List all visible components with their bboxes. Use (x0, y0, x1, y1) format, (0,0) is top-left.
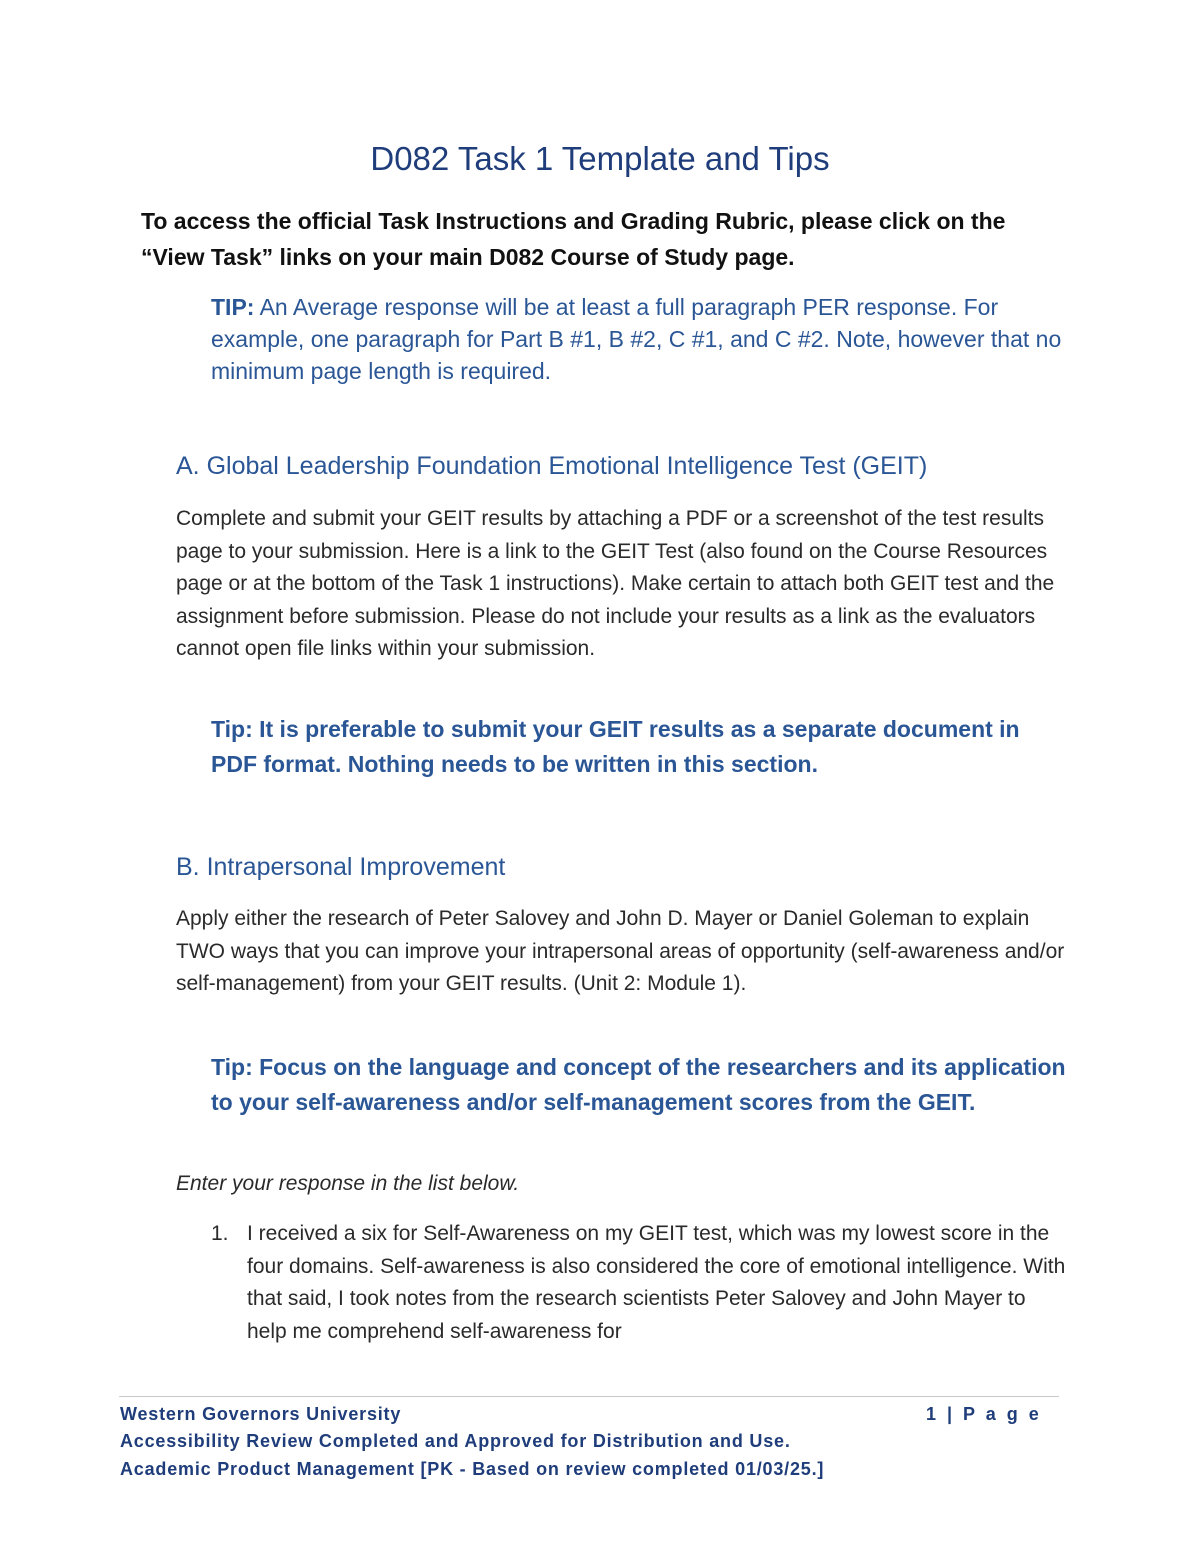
top-tip-text: An Average response will be at least a full paragraph PER response. For example, one paragraph for Part B #1, B #2, C #1, and C #2. Note, however that no minimum page length is required. (211, 294, 1062, 384)
footer-divider (119, 1396, 1059, 1397)
top-tip (211, 291, 1071, 387)
section-b-heading: B. Intrapersonal Improvement (176, 853, 506, 881)
list-item (176, 1218, 1066, 1348)
section-b-tip: Tip: Focus on the language and concept of the researchers and its application to your self-awareness and/or self-management scores from the GEIT. (211, 1054, 1066, 1115)
section-a-body: Complete and submit your GEIT results by attaching a PDF or a screenshot of the test results page to your submission. Here is a link to the GEIT Test (also found on the Course Resources page or at the bottom of the Task 1 instructions). Make certain to attach both GEIT test and the assignment before submission. Please do not include your results as a link as the evaluators cannot open file links within your submission. (176, 507, 1055, 660)
footer-accessibility-note: Accessibility Review Completed and Approved for Distribution and Use. (120, 1431, 791, 1451)
intro-instructions: To access the official Task Instructions and Grading Rubric, please click on the “View Task” links on your main D082 Course of Study page. (141, 208, 1006, 270)
top-tip-label: TIP: (211, 294, 255, 320)
footer-page-number: 1 | P a g e (926, 1404, 1042, 1424)
section-a-heading: A. Global Leadership Foundation Emotional Intelligence Test (GEIT) (176, 452, 928, 480)
response-list (176, 1218, 1066, 1348)
document-title: D082 Task 1 Template and Tips (370, 140, 830, 177)
section-b-body: Apply either the research of Peter Salovey and John D. Mayer or Daniel Goleman to explain TWO ways that you can improve your intrapersonal areas of opportunity (self-awareness and/or self-management) from your GEIT results. (Unit 2: Module 1). (176, 907, 1065, 995)
list-item-number: 1. (211, 1222, 229, 1245)
footer-institution: Western Governors University (120, 1404, 402, 1424)
list-item-text: I received a six for Self-Awareness on my GEIT test, which was my lowest score in the four domains. Self-awareness is also considered the core of emotional intelligence. With that said, I took notes from the research scientists Peter Salovey and John Mayer to help me comprehend self-awareness for (247, 1222, 1066, 1343)
footer-management-note: Academic Product Management [PK - Based on review completed 01/03/25.] (120, 1459, 825, 1479)
section-a-tip: Tip: It is preferable to submit your GEIT results as a separate document in PDF format. Nothing needs to be written in this section. (211, 716, 1020, 777)
response-instruction: Enter your response in the list below. (176, 1172, 520, 1195)
